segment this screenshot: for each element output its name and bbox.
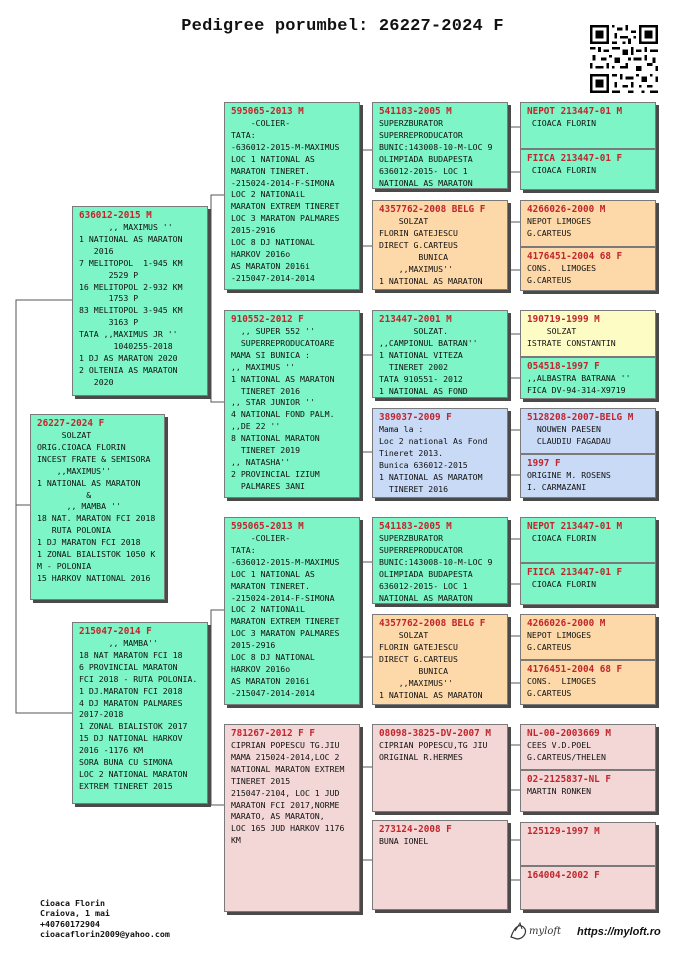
gen4-text: CIOACA FLORIN [527, 579, 597, 589]
gen4-text: NOUWEN PAESEN CLAUDIU FAGADAU [536, 424, 611, 446]
breeder-location-date: Craiova, 1 mai [40, 908, 110, 919]
great-grandparent-card [372, 200, 508, 290]
sire-text: ,, MAXIMUS '' 1 NATIONAL AS MARATON 2016 7 MELITOPOL 1-945 KM 2529 P 16 MELITOPOL 2-932 KM 1753 P 83 MELITOPOL 3-945 KM 3163 P TATA ,,MAXIMUS JR '' 1040255-2018 1 DJ AS MARATON 2020 2 OLTENIA AS MARATON 2020 [79, 222, 183, 387]
grandparent-card [224, 310, 360, 498]
gen4-card [520, 102, 656, 149]
root-pigeon-id: 26227-2024 F [37, 418, 105, 429]
gen4-id: NEPOT 213447-01 M [527, 106, 623, 117]
gen4-card [520, 822, 656, 866]
great-grandparent-id: 273124-2008 F [379, 824, 452, 835]
gen4-card [520, 149, 656, 190]
gen4-id: 1997 F [527, 458, 561, 469]
gen4-card [520, 247, 656, 291]
great-grandparent-id: 08098-3825-DV-2007 M [379, 728, 491, 739]
gen4-text: SOLZAT ISTRATE CONSTANTIN [527, 326, 616, 348]
dam-id: 215047-2014 F [79, 626, 152, 637]
gen4-text: ,,ALBASTRA BATRANA '' FICA DV-94-314-X9719 [527, 373, 631, 395]
page-title: Pedigree porumbel: 26227-2024 F [181, 17, 504, 36]
breeder-name: Cioaca Florin [40, 898, 105, 908]
gen4-text: CONS. LIMOGES G.CARTEUS [527, 676, 597, 698]
great-grandparent-card [372, 614, 508, 705]
gen4-card [520, 660, 656, 705]
grandparent-card [224, 517, 360, 705]
grandparent-id: 781267-2012 F F [231, 728, 315, 739]
great-grandparent-card [372, 820, 508, 910]
great-grandparent-text: SOLZAT FLORIN GATEJESCU DIRECT G.CARTEUS BUNICA ,,MAXIMUS'' 1 NATIONAL AS MARATON [379, 630, 483, 700]
gen4-id: 164004-2002 F [527, 870, 600, 881]
website-link[interactable]: https://myloft.ro [577, 926, 661, 938]
great-grandparent-id: 541183-2005 M [379, 106, 452, 117]
gen4-card [520, 200, 656, 247]
great-grandparent-text: SUPERZBURATOR SUPERREPRODUCATOR BUNIC:143008-10-M-LOC 9 OLIMPIADA BUDAPESTA 636012-2015- LOC 1 NATIONAL AS MARATON [379, 118, 493, 188]
root-pigeon-card [30, 414, 165, 600]
great-grandparent-id: 213447-2001 M [379, 314, 452, 325]
great-grandparent-text: BUNA IONEL [379, 836, 429, 846]
great-grandparent-card [372, 724, 508, 812]
great-grandparent-text: Mama la : Loc 2 national As Fond Tineret 2013. Bunica 636012-2015 1 NATIONAL AS MARATOM TINERET 2016 [379, 424, 488, 494]
gen4-id: NEPOT 213447-01 M [527, 521, 623, 532]
great-grandparent-text: SOLZAT FLORIN GATEJESCU DIRECT G.CARTEUS BUNICA ,,MAXIMUS'' 1 NATIONAL AS MARATON [379, 216, 483, 286]
gen4-id: 4176451-2004 68 F [527, 664, 623, 675]
great-grandparent-id: 541183-2005 M [379, 521, 452, 532]
gen4-id: NL-00-2003669 M [527, 728, 611, 739]
breeder-phone: +40760172904 [40, 918, 100, 929]
gen4-card [520, 357, 656, 399]
myloft-logo [507, 917, 569, 943]
gen4-id: 054518-1997 F [527, 361, 600, 372]
grandparent-card [224, 102, 360, 290]
gen4-card [520, 408, 656, 454]
grandparent-id: 595065-2013 M [231, 521, 304, 532]
root-pigeon-text: SOLZAT ORIG.CIOACA FLORIN INCEST FRATE & SEMISORA ,,MAXIMUS'' 1 NATIONAL AS MARATON & ,, MAMBA '' 18 NAT. MARATON FCI 2018 RUTA POLONIA 1 DJ MARATON FCI 2018 1 ZONAL BIALISTOK 1050 K M - POLONIA 15 HARKOV NATIONAL 2016 [37, 430, 156, 583]
gen4-id: 4266026-2000 M [527, 618, 606, 629]
grandparent-text: -COLIER- TATA: -636012-2015-M-MAXIMUS LOC 1 NATIONAL AS MARATON TINERET. -215024-2014-F-SIMONA LOC 2 NATIONAiL MARATON EXTREM TINERET LOC 3 MARATON PALMARES 2015-2916 LOC 8 DJ NATIONAL HARKOV 2016o AS MARATON 2016i -215047-2014-2014 [231, 533, 340, 698]
great-grandparent-id: 4357762-2008 BELG F [379, 618, 486, 629]
gen4-text: CIOACA FLORIN [527, 118, 597, 128]
great-grandparent-id: 389037-2009 F [379, 412, 452, 423]
gen4-text: NEPOT LIMOGES G.CARTEUS [527, 216, 592, 238]
gen4-id: 02-2125837-NL F [527, 774, 611, 785]
gen4-text: CIOACA FLORIN [527, 533, 597, 543]
gen4-id: 125129-1997 M [527, 826, 600, 837]
gen4-card [520, 724, 656, 770]
great-grandparent-card [372, 408, 508, 498]
gen4-id: 4266026-2000 M [527, 204, 606, 215]
great-grandparent-text: SUPERZBURATOR SUPERREPRODUCATOR BUNIC:143008-10-M-LOC 9 OLIMPIADA BUDAPESTA 636012-2015- LOC 1 NATIONAL AS MARATON [379, 533, 493, 603]
sire-id: 636012-2015 M [79, 210, 152, 221]
gen4-text: NEPOT LIMOGES G.CARTEUS [527, 630, 592, 652]
great-grandparent-text: CIPRIAN POPESCU,TG JIU ORIGINAL R.HERMES [379, 740, 488, 762]
gen4-id: 4176451-2004 68 F [527, 251, 623, 262]
gen4-card [520, 563, 656, 605]
gen4-id: FIICA 213447-01 F [527, 153, 623, 164]
grandparent-text: CIPRIAN POPESCU TG.JIU MAMA 215024-2014,LOC 2 NATIONAL MARATON EXTREM TINERET 2015 215047-2104, LOC 1 JUD MARATON FCI 2017,NORME MARATO, AS MARATON, LOC 165 JUD HARKOV 1176 KM [231, 740, 345, 846]
grandparent-id: 595065-2013 M [231, 106, 304, 117]
gen4-card [520, 770, 656, 812]
grandparent-id: 910552-2012 F [231, 314, 304, 325]
gen4-id: 5128208-2007-BELG M [527, 412, 634, 423]
grandparent-text: -COLIER- TATA: -636012-2015-M-MAXIMUS LOC 1 NATIONAL AS MARATON TINERET. -215024-2014-F-SIMONA LOC 2 NATIONAiL MARATON EXTREM TINERET LOC 3 MARATON PALMARES 2015-2916 LOC 8 DJ NATIONAL HARKOV 2016o AS MARATON 2016i -215047-2014-2014 [231, 118, 340, 283]
gen4-text: CIOACA FLORIN [527, 165, 597, 175]
myloft-logo-text: myloft [529, 926, 562, 937]
sire-card [72, 206, 208, 396]
great-grandparent-card [372, 102, 508, 189]
qr-code [590, 25, 658, 93]
dam-card [72, 622, 208, 804]
grandparent-text: ,, SUPER 552 '' SUPERREPRODUCATOARE MAMA SI BUNICA : ,, MAXIMUS '' 1 NATIONAL AS MARATON TINERET 2016 ,, STAR JUNIOR '' 4 NATIONAL FOND PALM. ,,DE 22 '' 8 NATIONAL MARATON TINERET 2019 ,, NATASHA'' 2 PROVINCIAL IZIUM PALMARES 3ANI [231, 326, 335, 491]
dam-text: ,, MAMBA'' 18 NAT MARATON FCI 18 6 PROVINCIAL MARATON FCI 2018 - RUTA POLONIA. 1 DJ.MARATON FCI 2018 4 DJ MARATON PALMARES 2017-2018 1 ZONAL BIALISTOK 2017 15 DJ NATIONAL HARKOV 2016 -1176 KM SORA BUNA CU SIMONA LOC 2 NATIONAL MARATON EXTREM TINERET 2015 [79, 638, 198, 791]
gen4-text: CEES V.D.POEL G.CARTEUS/THELEN [527, 740, 606, 762]
great-grandparent-card [372, 517, 508, 604]
gen4-text: ORIGINE M. ROSENS I. CARMAZANI [527, 470, 611, 492]
gen4-id: FIICA 213447-01 F [527, 567, 623, 578]
gen4-card [520, 454, 656, 498]
great-grandparent-card [372, 310, 508, 398]
gen4-text: CONS. LIMOGES G.CARTEUS [527, 263, 597, 285]
great-grandparent-id: 4357762-2008 BELG F [379, 204, 486, 215]
gen4-card [520, 517, 656, 563]
gen4-card [520, 866, 656, 910]
grandparent-card [224, 724, 360, 912]
breeder-contact [40, 898, 170, 940]
gen4-text: MARTIN RONKEN [527, 786, 592, 796]
gen4-card [520, 310, 656, 357]
great-grandparent-text: SOLZAT. ,,CAMPIONUL BATRAN'' 1 NATIONAL VITEZA TINERET 2002 TATA 910551- 2012 1 NATIONAL AS FOND [379, 326, 478, 396]
gen4-id: 190719-1999 M [527, 314, 600, 325]
gen4-card [520, 614, 656, 660]
breeder-email: cioacaflorin2009@yahoo.com [40, 929, 170, 940]
